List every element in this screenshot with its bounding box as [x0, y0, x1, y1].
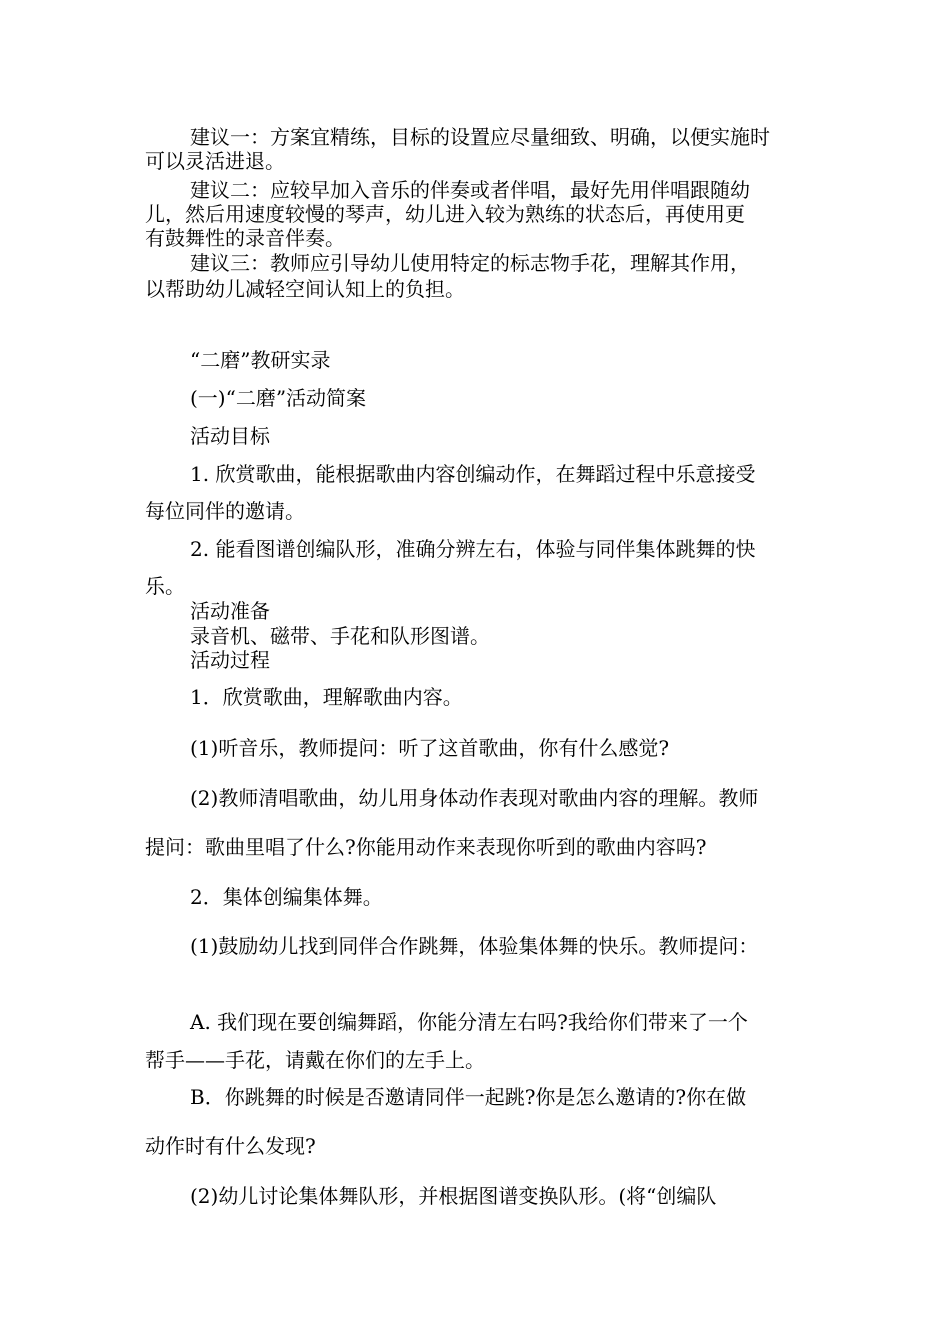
step-1-b-line-1: (2)教师清唱歌曲，幼儿用身体动作表现对歌曲内容的理解。教师 [190, 786, 759, 810]
question-b-line-2: 动作时有什么发现? [145, 1134, 316, 1158]
step-2-b: (2)幼儿讨论集体舞队形，并根据图谱变换队形。(将“创编队 [190, 1184, 717, 1208]
section-title: “二磨”教研实录 [190, 348, 331, 372]
suggestion-1-line-2: 可以灵活进退。 [145, 149, 285, 173]
suggestion-2-line-3: 有鼓舞性的录音伴奏。 [145, 226, 345, 250]
question-a-line-1: A. 我们现在要创编舞蹈，你能分清左右吗?我给你们带来了一个 [190, 1010, 748, 1034]
goal-1-line-2: 每位同伴的邀请。 [145, 499, 305, 523]
step-1-b-line-2: 提问：歌曲里唱了什么?你能用动作来表现你听到的歌曲内容吗? [145, 835, 707, 859]
goal-2-line-1: 2. 能看图谱创编队形，准确分辨左右，体验与同伴集体跳舞的快 [190, 537, 756, 561]
process-heading: 活动过程 [190, 648, 270, 672]
step-2: 2．集体创编集体舞。 [190, 885, 383, 909]
goals-heading: 活动目标 [190, 424, 270, 448]
suggestion-3-line-2: 以帮助幼儿减轻空间认知上的负担。 [145, 277, 465, 301]
goal-2-line-2: 乐。 [145, 574, 185, 598]
question-a-line-2: 帮手——手花，请戴在你们的左手上。 [145, 1048, 485, 1072]
question-b-line-1: B．你跳舞的时候是否邀请同伴一起跳?你是怎么邀请的?你在做 [190, 1085, 747, 1109]
goal-1-line-1: 1. 欣赏歌曲，能根据歌曲内容创编动作，在舞蹈过程中乐意接受 [190, 462, 756, 486]
step-2-a: (1)鼓励幼儿找到同伴合作跳舞，体验集体舞的快乐。教师提问： [190, 934, 759, 958]
suggestion-3-line-1: 建议三：教师应引导幼儿使用特定的标志物手花，理解其作用， [190, 251, 750, 275]
prep-text: 录音机、磁带、手花和队形图谱。 [190, 624, 490, 648]
step-1: 1．欣赏歌曲，理解歌曲内容。 [190, 685, 463, 709]
suggestion-2-line-1: 建议二：应较早加入音乐的伴奏或者伴唱，最好先用伴唱跟随幼 [190, 178, 750, 202]
subsection-title: (一)“二磨”活动简案 [190, 386, 367, 410]
suggestion-1-line-1: 建议一：方案宜精练，目标的设置应尽量细致、明确，以便实施时 [190, 125, 770, 149]
step-1-a: (1)听音乐，教师提问：听了这首歌曲，你有什么感觉? [190, 736, 670, 760]
prep-heading: 活动准备 [190, 599, 270, 623]
suggestion-2-line-2: 儿，然后用速度较慢的琴声，幼儿进入较为熟练的状态后，再使用更 [145, 202, 745, 226]
